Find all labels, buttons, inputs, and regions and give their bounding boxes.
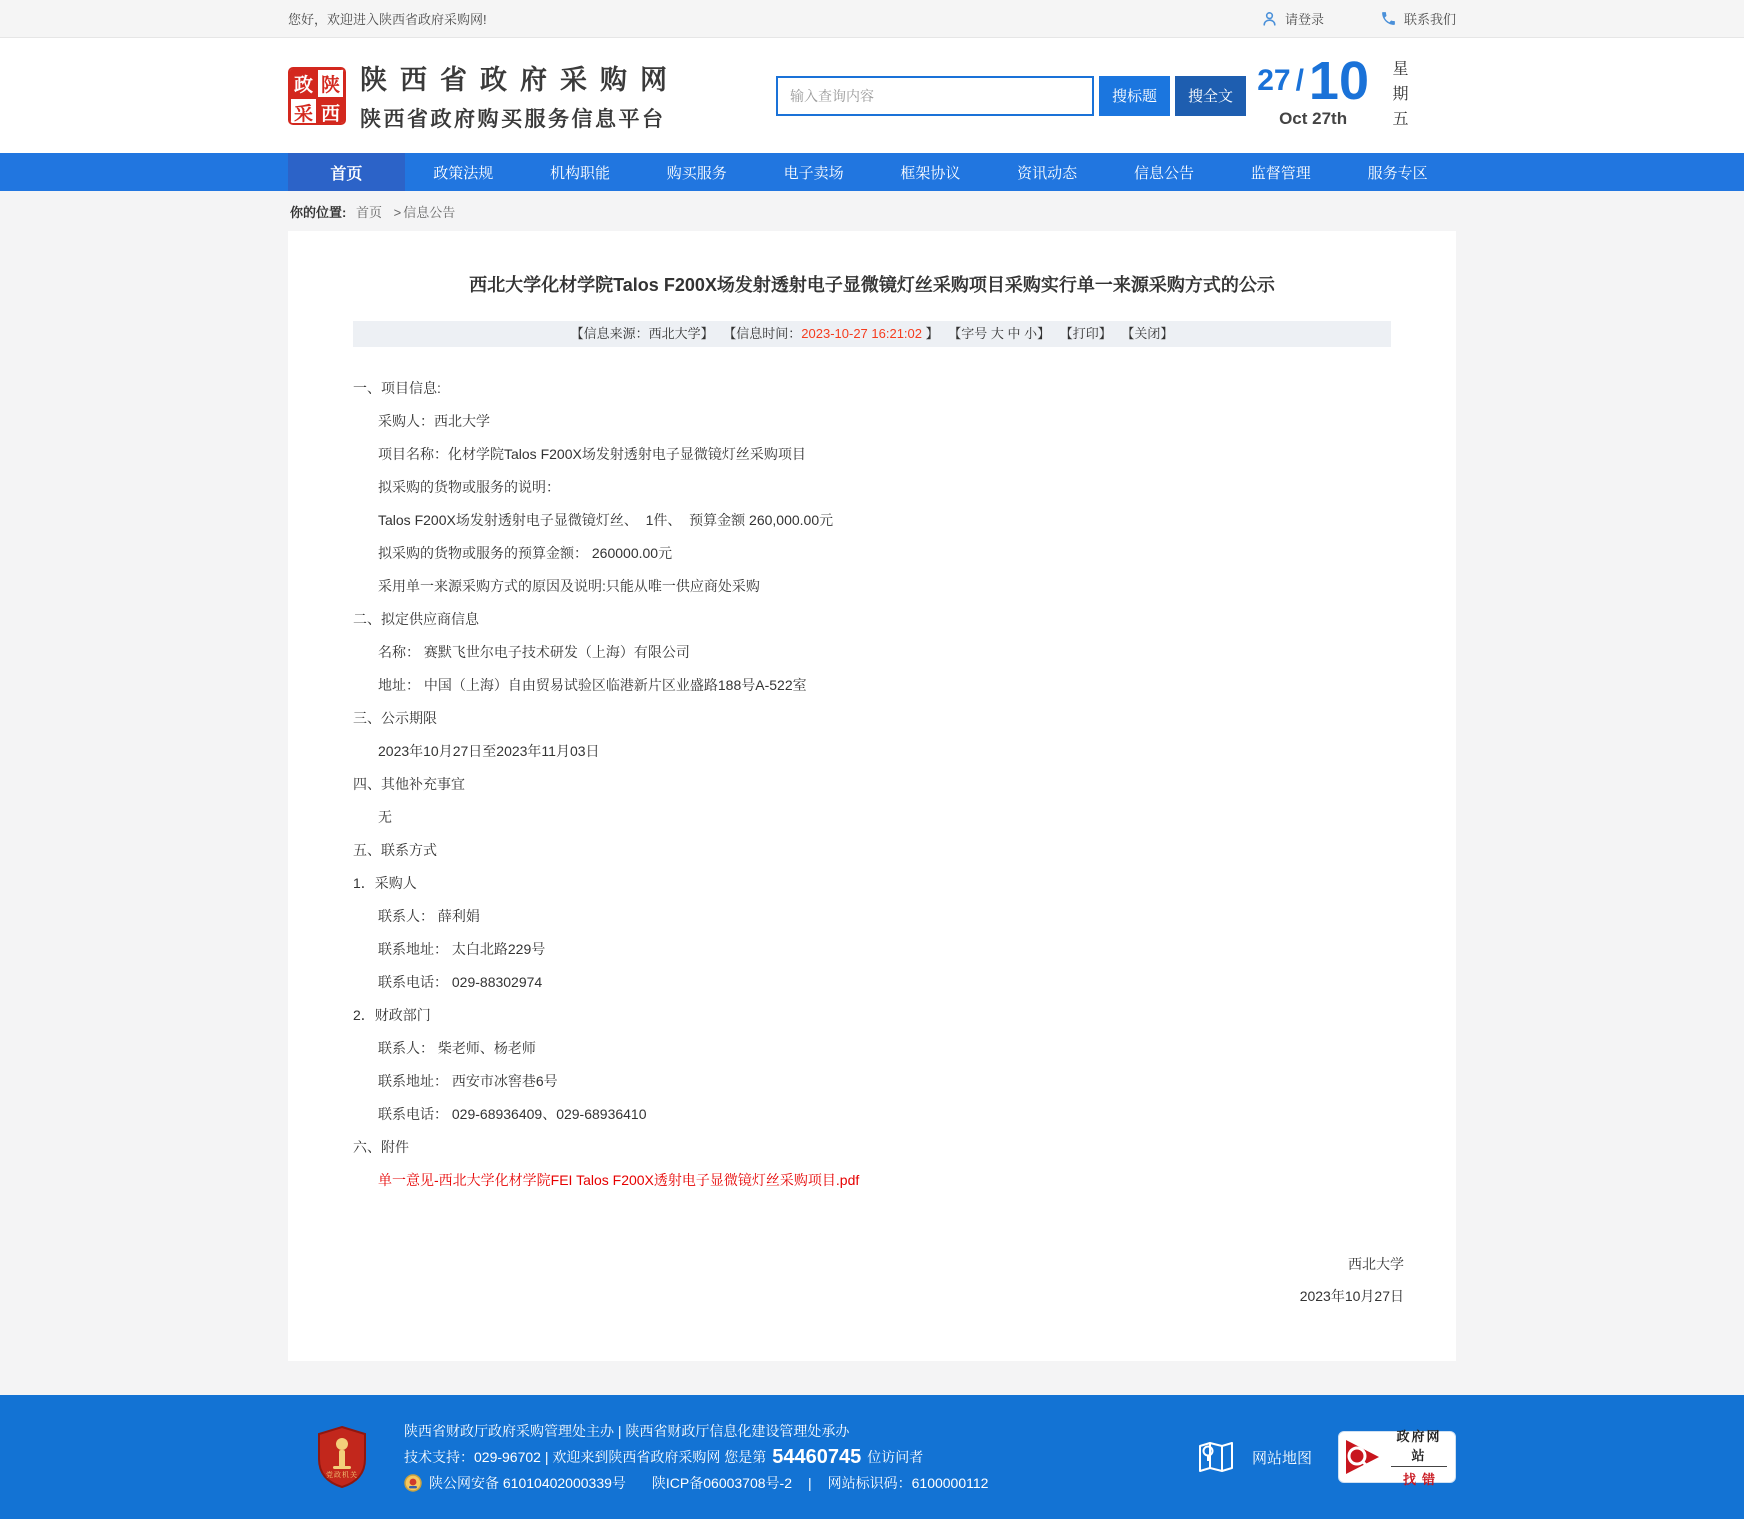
nav-item-supervision[interactable]: 监督管理 xyxy=(1250,164,1311,182)
police-badge-icon xyxy=(404,1474,422,1492)
topbar xyxy=(0,0,1744,38)
nav-item-e-mall[interactable]: 电子卖场 xyxy=(783,164,844,182)
article-paragraph: 联系电话： 029-88302974 xyxy=(378,974,543,990)
article-paragraph: 六、附件 xyxy=(353,1139,409,1155)
find-error-title: 政府网站 xyxy=(1391,1426,1447,1467)
attachment-link[interactable]: 单一意见-西北大学化材学院FEI Talos F200X透射电子显微镜灯丝采购项目.pdf xyxy=(378,1172,860,1188)
signature-block xyxy=(288,1254,1456,1306)
site-code: 网站标识码：6100000112 xyxy=(827,1475,989,1491)
site-logo[interactable] xyxy=(288,58,680,133)
article-paragraph: 采购人：西北大学 xyxy=(378,413,490,429)
nav-item-notices[interactable]: 信息公告 xyxy=(1133,164,1194,182)
article-paragraph: 四、其他补充事宜 xyxy=(353,776,465,792)
nav-item-service-zone[interactable]: 服务专区 xyxy=(1367,164,1428,182)
breadcrumb-prefix: 你的位置: xyxy=(290,205,347,220)
search-input[interactable] xyxy=(776,76,1094,116)
find-error-widget[interactable] xyxy=(1338,1429,1456,1487)
contact-label: 联系我们 xyxy=(1403,12,1456,27)
nav-item-framework[interactable]: 框架协议 xyxy=(900,164,961,182)
nav-item-news[interactable]: 资讯动态 xyxy=(1017,164,1078,182)
article-paragraph: 三、公示期限 xyxy=(353,710,437,726)
search-title-button[interactable]: 搜标题 xyxy=(1099,76,1170,116)
article-paragraph: 地址： 中国（上海）自由贸易试验区临港新片区业盛路188号A-522室 xyxy=(378,677,807,693)
date-slash: / xyxy=(1295,64,1304,97)
seal-char: 陕 xyxy=(317,69,344,98)
breadcrumb xyxy=(288,191,1456,231)
print-button[interactable]: 【打印】 xyxy=(1059,326,1112,341)
article-paragraph: 拟采购的货物或服务的说明： xyxy=(378,479,560,495)
breadcrumb-separator: > xyxy=(393,205,402,220)
article-title: 西北大学化材学院Talos F200X场发射透射电子显微镜灯丝采购项目采购实行单一来源采购方式的公示 xyxy=(469,275,1275,295)
search-fulltext-button[interactable]: 搜全文 xyxy=(1175,76,1246,116)
gov-shield-badge-icon xyxy=(316,1425,368,1489)
main-background xyxy=(0,191,1744,1395)
close-button[interactable]: 【关闭】 xyxy=(1121,326,1174,341)
info-source: 【信息来源：西北大学】 xyxy=(570,326,714,341)
article-paragraph: 2023年10月27日至2023年11月03日 xyxy=(378,743,600,759)
article-paragraph: 联系地址： 西安市冰窖巷6号 xyxy=(378,1073,558,1089)
article-paragraph: Talos F200X场发射透射电子显微镜灯丝、 1件、 预算金额 260,000.00元 xyxy=(378,512,834,528)
article-paragraph: 二、拟定供应商信息 xyxy=(353,611,479,627)
search-bar xyxy=(776,76,1246,116)
signature-date: 2023年10月27日 xyxy=(1299,1288,1404,1304)
footer-registration xyxy=(404,1473,988,1493)
login-link[interactable] xyxy=(1261,9,1324,28)
seal-char: 政 xyxy=(290,69,317,98)
article-paragraph: 无 xyxy=(378,809,392,825)
article-body xyxy=(288,347,1456,1190)
nav-item-policy[interactable]: 政策法规 xyxy=(433,164,494,182)
info-time-value: 2023-10-27 16:21:02 xyxy=(801,326,922,341)
breadcrumb-current[interactable]: 信息公告 xyxy=(403,205,456,220)
date-day: 27 xyxy=(1257,64,1291,97)
date-month: 10 xyxy=(1308,51,1369,111)
main-nav xyxy=(0,153,1744,191)
date-widget xyxy=(1257,51,1456,135)
signature-org: 西北大学 xyxy=(1348,1256,1404,1272)
find-error-action: 找错 xyxy=(1402,1472,1441,1487)
site-header xyxy=(0,38,1744,153)
footer-support: 技术支持：029-96702 | 欢迎来到陕西省政府采购网 您是第 54460745 位访问者 xyxy=(404,1446,924,1468)
footer-organizer: 陕西省财政厅政府采购管理处主办 | 陕西省财政厅信息化建设管理处承办 xyxy=(404,1423,850,1439)
nav-item-purchase-service[interactable]: 购买服务 xyxy=(666,164,727,182)
user-icon xyxy=(1261,10,1278,27)
article-paragraph: 项目名称：化材学院Talos F200X场发射透射电子显微镜灯丝采购项目 xyxy=(378,446,806,462)
beian-link[interactable]: 陕公网安备 61010402000339号 xyxy=(429,1475,626,1491)
login-label: 请登录 xyxy=(1284,12,1324,27)
article-paragraph: 2．财政部门 xyxy=(353,1007,431,1023)
article-paragraph: 1．采购人 xyxy=(353,875,417,891)
article-paragraph: 联系地址： 太白北路229号 xyxy=(378,941,546,957)
map-icon xyxy=(1196,1437,1236,1477)
article-paragraph: 联系电话： 029-68936409、029-68936410 xyxy=(378,1106,647,1122)
article xyxy=(288,231,1456,1361)
sitemap-label: 网站地图 xyxy=(1251,1449,1312,1467)
date-english: Oct 27th xyxy=(1279,109,1348,128)
seal-char: 采 xyxy=(290,98,317,125)
nav-item-home[interactable]: 首页 xyxy=(288,153,405,191)
article-paragraph: 拟采购的货物或服务的预算金额： 260000.00元 xyxy=(378,545,673,561)
seal-logo-icon xyxy=(288,67,346,125)
article-paragraph: 五、联系方式 xyxy=(353,842,437,858)
site-name: 陕西省政府采购网 xyxy=(360,65,680,95)
article-paragraph: 一、项目信息: xyxy=(353,380,441,396)
magnifier-flag-icon xyxy=(1343,1436,1385,1478)
article-paragraph: 名称： 赛默飞世尔电子技术研发（上海）有限公司 xyxy=(378,644,690,660)
date-weekday: 星期五 xyxy=(1390,60,1407,135)
site-subtitle: 陕西省政府购买服务信息平台 xyxy=(360,108,666,131)
contact-link[interactable] xyxy=(1380,9,1456,28)
sitemap-link[interactable] xyxy=(1196,1437,1312,1477)
breadcrumb-home[interactable]: 首页 xyxy=(355,205,382,220)
article-paragraph: 采用单一来源采购方式的原因及说明:只能从唯一供应商处采购 xyxy=(378,578,760,594)
article-paragraph: 联系人： 薛利娟 xyxy=(378,908,480,924)
info-time: 【信息时间：2023-10-27 16:21:02 】 xyxy=(723,326,939,341)
welcome-text: 您好，欢迎进入陕西省政府采购网! xyxy=(288,12,487,27)
nav-item-functions[interactable]: 机构职能 xyxy=(549,164,610,182)
icp-link[interactable]: 陕ICP备06003708号-2 xyxy=(651,1475,792,1491)
footer-separator: | xyxy=(807,1475,812,1491)
gov-badge-label: 党政机关 xyxy=(326,1472,358,1479)
article-paragraph: 联系人： 柴老师、杨老师 xyxy=(378,1040,536,1056)
font-size-control[interactable]: 【字号 大 中 小】 xyxy=(948,326,1051,341)
phone-icon xyxy=(1380,10,1397,27)
article-meta-bar xyxy=(353,321,1391,347)
visitor-count: 54460745 xyxy=(772,1446,862,1468)
page-footer xyxy=(0,1395,1744,1519)
seal-char: 西 xyxy=(317,98,344,125)
